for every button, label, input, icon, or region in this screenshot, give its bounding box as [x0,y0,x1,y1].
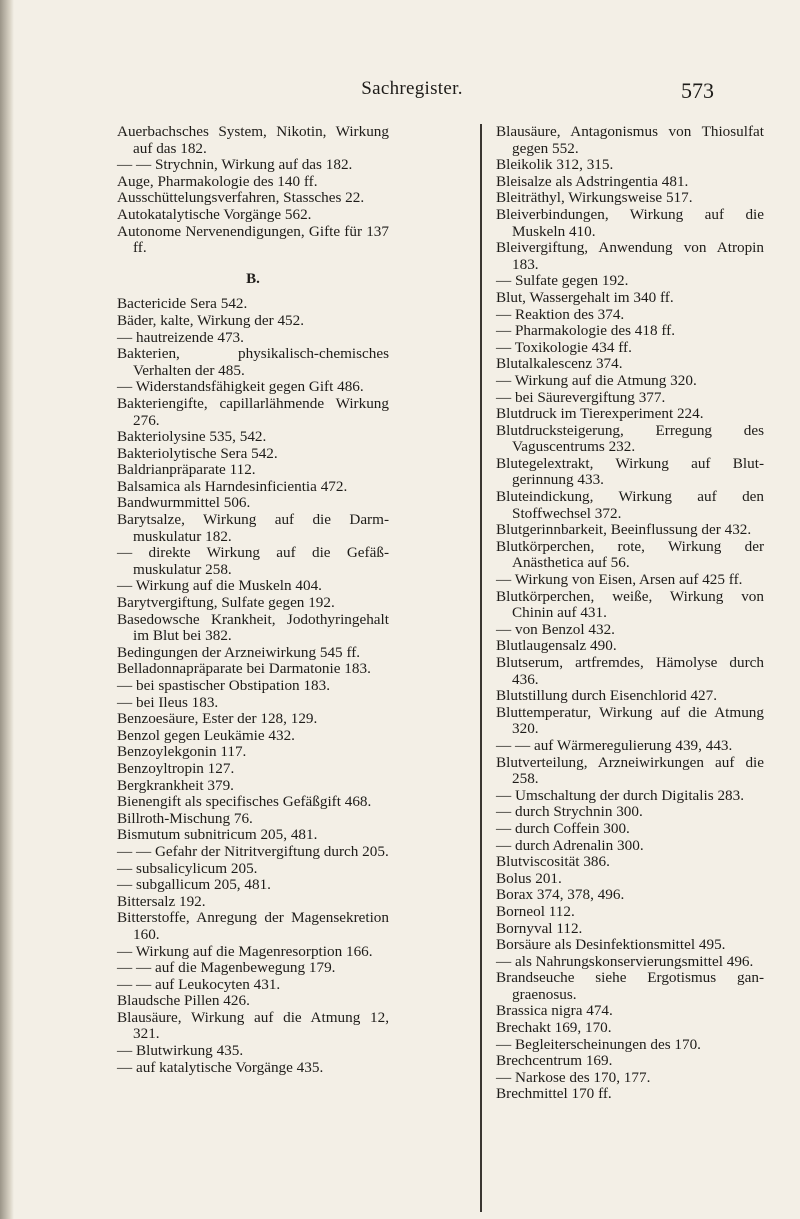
index-entry: Blausäure, Wirkung auf die Atmung 12, 321. [117,1008,389,1043]
index-entry: — — auf die Magenbewegung 179. [117,959,336,977]
index-entry: Barytvergiftung, Sulfate gegen 192. [117,594,335,612]
index-entry: Bolus 201. [496,869,562,887]
index-entry: Baldrianpräparate 112. [117,461,256,479]
index-entry: — — auf Leukocyten 431. [117,975,281,993]
index-entry: — bei spastischer Obstipation 183. [117,677,331,694]
index-entry: Auge, Pharmakologie des 140 ff. [117,172,318,190]
index-entry: Ausschüttelungsverfahren, Stassches 22. [117,189,365,207]
index-entry: Blutviscosität 386. [496,853,610,871]
index-entry: Bandwurmmittel 506. [117,494,251,512]
index-entry: — durch Coffein 300. [496,819,630,837]
index-entry: Bleiträthyl, Wirkungsweise 517. [496,189,693,207]
index-entry: Bakterien, physikalisch-chemisches Verhalten der 485. [117,345,389,379]
index-entry: — Blutwirkung 435. [117,1042,244,1060]
index-group-b [117,296,389,1076]
index-entry: Billroth-Mischung 76. [117,809,253,827]
index-entry: — auf katalytische Vorgänge 435. [117,1058,324,1076]
index-entry: Borax 374, 378, 496. [496,886,625,904]
index-entry: Blutkörperchen, rote, Wirkung der Anästhetica auf 56. [496,537,764,572]
index-entry: — Sulfate gegen 192. [496,272,629,290]
index-entry: — Wirkung von Eisen, Arsen auf 425 ff. [496,571,743,589]
index-entry: Autokatalytische Vorgänge 562. [117,205,312,223]
index-entry: Bluttemperatur, Wirkung auf die Atmung 320. [496,703,764,738]
index-entry: Benzoesäure, Ester der 128, 129. [117,710,318,728]
index-entry: Bismutum subnitricum 205, 481. [117,826,318,844]
index-entry: — von Benzol 432. [496,620,615,638]
index-entry: Borneol 112. [496,902,575,920]
index-entry: — Reaktion des 374. [496,305,625,323]
index-entry: Blutgerinnbarkeit, Beeinflussung der 432. [496,521,752,539]
index-entry: — — Gefahr der Nitritvergiftung durch 205. [117,842,389,860]
index-entry: — Wirkung auf die Muskeln 404. [117,577,322,595]
index-entry: Blutstillung durch Eisenchlorid 427. [496,687,718,705]
index-entry: Brechakt 169, 170. [496,1019,612,1037]
index-entry: Blutserum, artfremdes, Hämolyse durch 436. [496,654,764,688]
index-entry: Bakteriengifte, capillarlähmende Wirkung 276. [117,394,389,429]
index-entry: Borsäure als Desinfektionsmittel 495. [496,936,726,954]
index-entry: Bakteriolytische Sera 542. [117,444,278,462]
index-entry: — bei Säurevergiftung 377. [496,388,666,406]
index-entry: Basedowsche Krankheit, Jodothyringehalt im Blut bei 382. [117,610,389,645]
index-entry: Brandseuche siehe Ergotismus gangraenosus. [496,969,764,1003]
index-entry: Blutalkalescenz 374. [496,355,623,373]
index-entry: Blut, Wassergehalt im 340 ff. [496,288,674,306]
index-entry: Bleivergiftung, Anwendung von Atropin 183. [496,239,764,273]
column-divider [480,124,482,1212]
index-entry: Bactericide Sera 542. [117,295,248,313]
index-entry: Bakteriolysine 535, 542. [117,428,267,446]
index-entry: — hautreizende 473. [117,328,244,346]
index-entry: Blutegelextrakt, Wirkung auf Blutgerinnung 433. [496,454,764,489]
index-entry: — Wirkung auf die Magenresorption 166. [117,942,373,960]
index-entry: Bleiverbindungen, Wirkung auf die Muskeln 410. [496,205,764,240]
index-entry: Blaudsche Pillen 426. [117,992,250,1010]
index-entry: Belladonnapräparate bei Darmatonie 183. [117,660,371,678]
index-entry: — als Nahrungskonservierungsmittel 496. [496,952,754,970]
index-entry: Bitterstoffe, Anregung der Magensekretion 160. [117,909,389,943]
index-entry: Autonome Nervenendigungen, Gifte für 137 ff. [117,222,389,257]
index-entry: — Narkose des 170, 177. [496,1068,651,1086]
index-entry: Bedingungen der Arzneiwirkung 545 ff. [117,643,361,661]
index-entry: Blutkörperchen, weiße, Wirkung von Chinin auf 431. [496,587,764,622]
index-entry: Blausäure, Antagonismus von Thiosulfat gegen 552. [496,123,764,157]
index-entry: — bei Ileus 183. [117,693,219,711]
index-entry: Blutverteilung, Arzneiwirkungen auf die 258. [496,753,764,788]
index-entry: Blutdrucksteigerung, Erregung des Vaguscentrums 232. [496,421,764,456]
index-entry: Bleikolik 312, 315. [496,156,614,174]
index-entry: — durch Strychnin 300. [496,803,643,821]
index-entry: Benzoyltropin 127. [117,759,235,777]
index-entry: Blutlaugensalz 490. [496,637,617,655]
index-entry: — durch Adrenalin 300. [496,836,644,854]
index-entry: — Pharmakologie des 418 ff. [496,322,675,340]
index-entry: Bleisalze als Adstringentia 481. [496,172,689,190]
index-entry: Balsamica als Harndesinficientia 472. [117,477,348,495]
index-entry: Bluteindickung, Wirkung auf den Stoffwechsel 372. [496,488,764,522]
index-entry: Brassica nigra 474. [496,1002,613,1020]
page-header [110,78,714,108]
index-entry: — Begleiterscheinungen des 170. [496,1035,701,1053]
index-entry: — — auf Wärmeregulierung 439, 443. [496,736,733,754]
index-entry: — Umschaltung der durch Digitalis 283. [496,786,745,804]
index-entry: Bornyval 112. [496,919,583,937]
index-group-right [496,124,764,1103]
index-entry: — Widerstandsfähigkeit gegen Gift 486. [117,378,364,396]
page-title: Sachregister. [361,78,463,99]
section-letter: B. [246,270,260,287]
index-entry: Brechcentrum 169. [496,1052,613,1070]
right-column [496,124,764,1103]
index-entry: Brechmittel 170 ff. [496,1085,612,1103]
index-entry: — Toxikologie 434 ff. [496,338,632,356]
index-entry: — Wirkung auf die Atmung 320. [496,371,697,389]
index-entry: Barytsalze, Wirkung auf die Darmmuskulatur 182. [117,511,389,545]
index-entry: Bittersalz 192. [117,892,206,910]
index-entry: Benzol gegen Leukämie 432. [117,726,295,744]
index-group-a [117,124,389,257]
index-entry: Bergkrankheit 379. [117,776,234,794]
index-entry: Auerbachsches System, Nikotin, Wirkung auf das 182. [117,123,389,157]
index-entry: Benzoylekgonin 117. [117,743,247,761]
page-number: 573 [681,78,714,103]
index-entry: Bienengift als specifisches Gefäßgift 468. [117,793,372,811]
index-entry: — — Strychnin, Wirkung auf das 182. [117,156,353,174]
binding-edge-shadow [0,0,14,1219]
left-column [117,124,389,1076]
index-entry: — direkte Wirkung auf die Gefäßmuskulatur 258. [117,544,389,578]
index-entry: Bäder, kalte, Wirkung der 452. [117,311,305,329]
index-entry: Blutdruck im Tierexperiment 224. [496,405,704,423]
index-entry: — subgallicum 205, 481. [117,876,271,894]
index-entry: — subsalicylicum 205. [117,859,258,877]
